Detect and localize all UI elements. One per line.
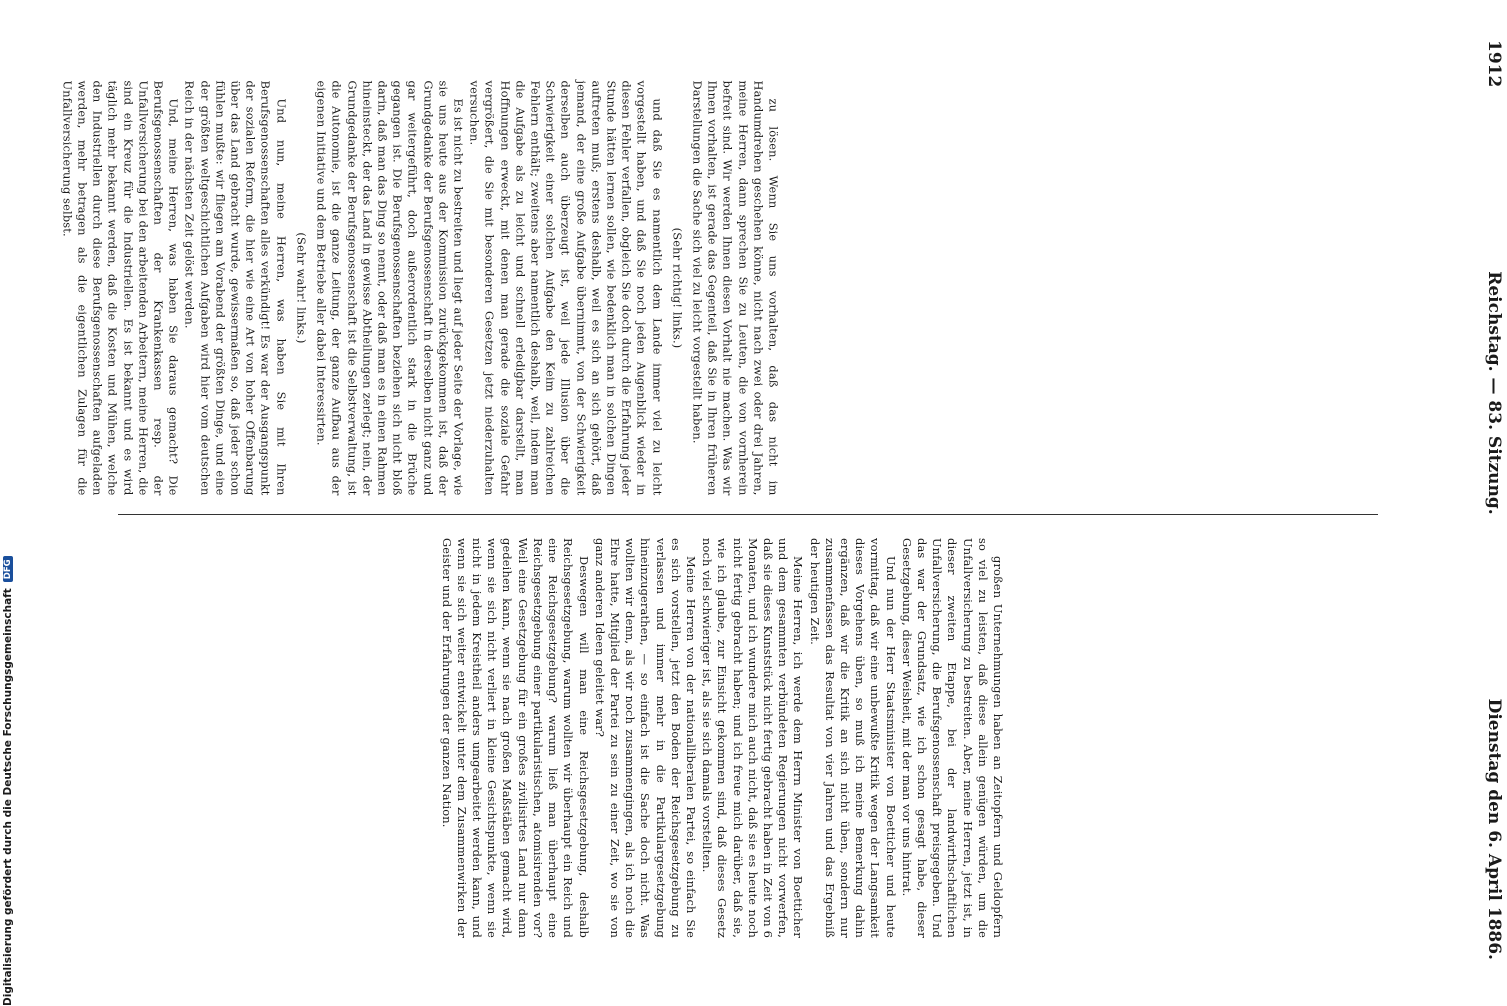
paragraph: Und, meine Herren, was haben Sie daraus gemacht? Die Berufsgenossenschaften der Krankenkassen resp. der Unfallversicherung bei den arbeitenden Arbeitern, meine Herren, die sind ein Kreuz für die Industriellen. Es ist bekannt und es wird täglich mehr bekannt werden, daß die Kosten und Mühen, welche den Industriellen durch diese Berufsgenossenschaften aufgeladen werden, mehr betragen als die eigentlichen Zulagen für die Unfallversicherung selbst. <box>60 80 181 496</box>
footer-text: Digitalisierung gefördert durch die Deutsche Forschungsgemeinschaft <box>2 588 14 1006</box>
paragraph: großen Unternehmungen haben an Zeitopfern und Geldopfern so viel zu leisten, daß diese allein genügen würden, um die Unfallversicherung zu bestreiten. Aber, meine Herren, jetzt ist, in dieser zweiten Etappe, bei der landwirthschaftlichen Unfallversicherung, die Berufsgenossenschaft preisgegeben. Und das war der Grundsatz, wie ich schon gesagt habe, dieser Gesetzgebung, dieser Weisheit, mit der man vor uns hintrat. <box>899 538 1005 938</box>
paragraph: Es ist nicht zu bestreiten und liegt auf jeder Seite der Vorlage, wie sie uns heute aus der Kommission zurückgekommen ist, daß der Grundgedanke der Berufsgenossenschaft in derselben nicht ganz und gar weitergeführt, doch außerordentlich stark in die Brüche gegangen ist. Die Berufsgenossenschaften beziehen sich nicht bloß darin, daß man das Ding so nennt, oder daß man es in einen Rahmen hineinsteckt, der das Land in gewisse Abtheilungen zerlegt; nein, der Grundgedanke der Berufsgenossenschaft ist die Selbstverwaltung, ist die Autonomie, ist die ganze Leitung, der ganze Aufbau aus der eigenen Initiative und dem Betriebe aller dabei Interessirten. <box>314 80 466 496</box>
dfg-logo-icon: DFG <box>3 556 13 582</box>
column-divider <box>118 514 1378 515</box>
paragraph: und daß Sie es namentlich dem Lande immer viel zu leicht vorgestellt haben, und daß Sie noch jeden Augenblick wieder in diesen Fehler verfallen, obgleich Sie doch durch die Erfahrung jeder Stunde hätten lernen sollen, wie bedenklich man in solchen Dingen auftreten muß; erstens deshalb, weil es sich an sich gehört, daß jemand, der eine große Aufgabe übernimmt, von der Schwierigkeit derselben auch überzeugt ist, weil jede Illusion über die Schwierigkeit einer solchen Aufgabe den Keim zu zahlreichen Fehlern enthält; zweitens aber namentlich deshalb, weil, indem man die Aufgabe als zu leicht und schnell erledigbar darstellt, man Hoffnungen erweckt, mit denen man gerade die soziale Gefahr vergrößert, die Sie mit besonderen Gesetzen jetzt niederzuhalten versuchen. <box>467 80 665 496</box>
paragraph: Meine Herren, ich werde dem Herrn Minister von Boetticher und dem gesammten verbündeten Regierungen nicht vorwerfen, daß sie dieses Kunststück nicht fertig gebracht haben in Zeit von 6 Monaten, und ich wundere mich auch nicht, daß sie es heute noch nicht fertig gebracht haben; und ich freue mich darüber, daß sie, wie ich glaube, zur Einsicht gekommen sind, daß dieses Gesetz noch viel schwieriger ist, als sie sich damals vorstellten. <box>700 538 806 938</box>
text-column-upper <box>0 81 781 496</box>
interjection: (Sehr richtig! links.) <box>670 227 685 349</box>
paragraph: zu lösen. Wenn Sie uns vorhalten, daß das nicht im Handumdrehen geschehen könne, nicht nach zwei oder drei Jahren, meine Herren, dann sprechen Sie zu Leuten, die von vornherein befreit sind. Wir werden Ihnen diesen Vorhalt nie machen. Was wir Ihnen vorhalten, ist gerade das Gegenteil, daß Sie in Ihren früheren Darstellungen die Sache sich viel zu leicht vorgestellt haben. <box>690 80 781 496</box>
paragraph: Deswegen will man eine Reichsgesetzgebung, deshalb Reichsgesetzgebung, warum wollten wir überhaupt ein Reich und eine Reichsgesetzgebung? warum ließ man überhaupt eine Reichsgesetzgebung einer partikularistischen, atomisirenden vor? Weil eine Gesetzgebung für ein großes zivilisirtes Land nur dann gedeihen kann, wenn sie nach großen Maßstäben gemacht wird, wenn sie sich nicht verliert in kleine Gesichtspunkte, wenn sie nicht in jedem Kreistheil anders umgearbeitet werden kann, und wenn sie sich weiter entwickelt unter dem Zusammenwirken der Geister und der Erfahrungen der ganzen Nation. <box>439 538 591 938</box>
header-date: Dienstag den 6. April 1886. <box>1484 698 1504 960</box>
interjection: (Sehr wahr! links.) <box>294 232 309 344</box>
page-number: 1912 <box>1484 40 1504 88</box>
running-header <box>1481 40 1507 960</box>
header-title: Reichstag. — 83. Sitzung. <box>1484 271 1504 515</box>
digitization-footer <box>0 486 16 1006</box>
paragraph: Und nun der Herr Staatsminister von Boetticher und heute vormittag, daß wir eine unbewußte Kritik wegen der Langsamkeit dieses Vorgehens üben, so muß ich meine Bemerkung dahin ergänzen, daß wir die Kritik an sich nicht üben, sondern nur zusammenfassen das Resultat von vier Jahren und das Ergebniß der heutigen Zeit. <box>807 538 898 938</box>
text-column-lower <box>0 538 1005 938</box>
paragraph: Und nun, meine Herren, was haben Sie mit Ihren Berufsgenossenschaften alles verkündigt! Es war der Ausgangspunkt der sozialen Reform, die hier wie eine Art von hoher Offenbarung über das Land gebracht wurde, gewissermaßen so, daß jeder schon fühlen mußte: wir fliegen am Vorabend der größten Dinge, und eine der größten weltgeschichtlichen Aufgaben wird hier vom deutschen Reich in der nächsten Zeit gelöst werden. <box>182 80 289 496</box>
paragraph: Meine Herren von der nationalliberalen Partei, so einfach Sie es sich vorstellen, jetzt den Boden der Reichsgesetzgebung zu verlassen und immer mehr in die Partikulargesetzgebung hineinzugerathen, — so einfach ist die Sache doch nicht. Was wollten wir denn, als wir noch zusammengingen, als ich noch die Ehre hatte, Mitglied der Partei zu sein zu einer Zeit, wo sie von ganz anderen Ideen geleitet war? <box>592 538 698 938</box>
